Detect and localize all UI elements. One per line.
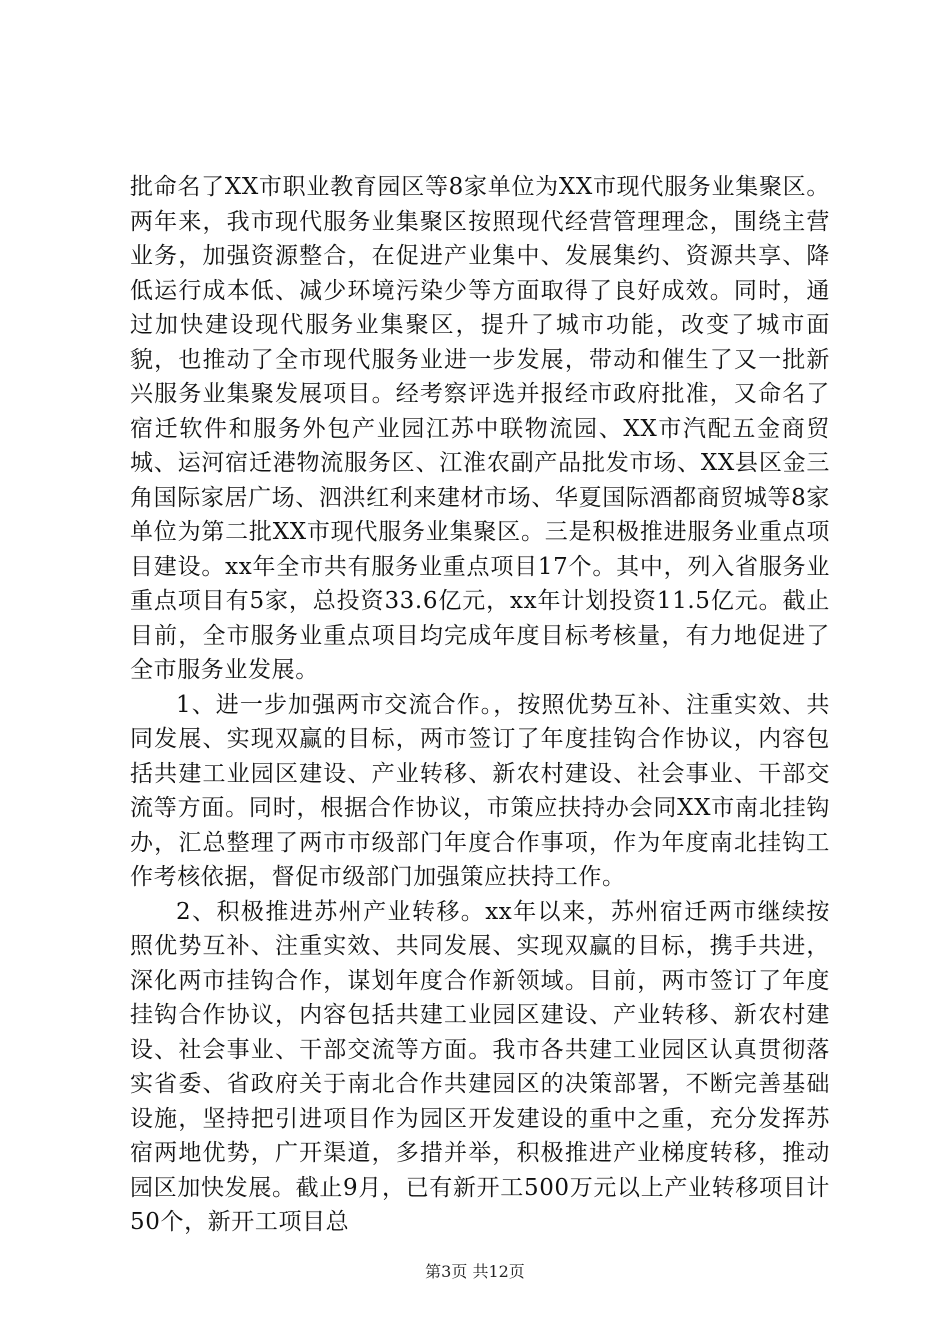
paragraph-item-1: 1、进一步加强两市交流合作。，按照优势互补、注重实效、共同发展、实现双赢的目标，两市签订了年度挂钩合作协议，内容包括共建工业园区建设、产业转移、新农村建设、社会事业、干部交流等方面。同时，根据合作协议，市策应扶持办会同XX市南北挂钩办，汇总整理了两市市级部门年度合作事项，作为年度南北挂钩工作考核依据，督促市级部门加强策应扶持工作。 xyxy=(130,691,830,890)
page-footer: 第3页 共12页 xyxy=(425,1262,525,1281)
paragraph-continued: 批命名了XX市职业教育园区等8家单位为XX市现代服务业集聚区。两年来，我市现代服务业集聚区按照现代经营管理理念，围绕主营业务，加强资源整合，在促进产业集中、发展集约、资源共享、降低运行成本低、减少环境污染少等方面取得了良好成效。同时，通过加快建设现代服务业集聚区，提升了城市功能，改变了城市面貌，也推动了全市现代服务业进一步发展，带动和催生了又一批新兴服务业集聚发展项目。经考察评选并报经市政府批准，又命名了宿迁软件和服务外包产业园江苏中联物流园、XX市汽配五金商贸城、运河宿迁港物流服务区、江淮农副产品批发市场、XX县区金三角国际家居广场、泗洪红利来建材市场、华夏国际酒都商贸城等8家单位为第二批XX市现代服务业集聚区。三是积极推进服务业重点项目建设。xx年全市共有服务业重点项目17个。其中，列入省服务业重点项目有5家，总投资33.6亿元，xx年计划投资11.5亿元。截止目前，全市服务业重点项目均完成年度目标考核量，有力地促进了全市服务业发展。 xyxy=(130,174,830,683)
document-body xyxy=(130,170,830,1240)
paragraph-item-2: 2、积极推进苏州产业转移。xx年以来，苏州宿迁两市继续按照优势互补、注重实效、共同发展、实现双赢的目标，携手共进，深化两市挂钩合作，谋划年度合作新领域。目前，两市签订了年度挂钩合作协议，内容包括共建工业园区建设、产业转移、新农村建设、社会事业、干部交流等方面。我市各共建工业园区认真贯彻落实省委、省政府关于南北合作共建园区的决策部署，不断完善基础设施，坚持把引进项目作为园区开发建设的重中之重，充分发挥苏宿两地优势，广开渠道，多措并举，积极推进产业梯度转移，推动园区加快发展。截止9月，已有新开工500万元以上产业转移项目计50个，新开工项目总 xyxy=(130,898,830,1235)
